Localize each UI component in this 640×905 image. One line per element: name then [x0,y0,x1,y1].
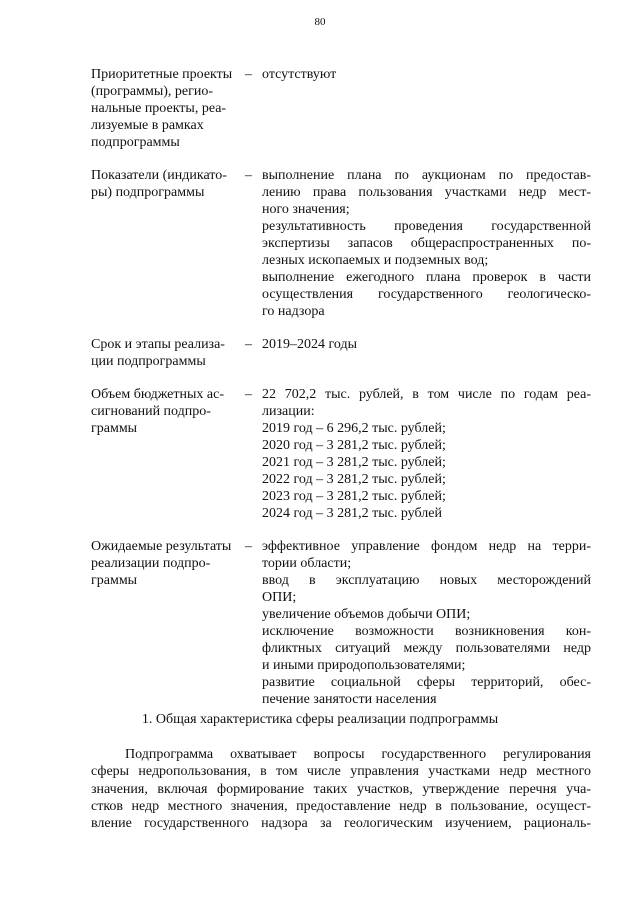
value-line: лению права пользования участками недр мест- [262,185,591,200]
value-line: результативность проведения государственной [262,219,591,234]
section-heading: 1. Общая характеристика сферы реализации подпрограммы [141,712,499,727]
label-line: реализации подпро- [91,556,211,571]
value-line: и иными природопользователями; [262,658,466,673]
value-line: увеличение объемов добычи ОПИ; [262,607,471,622]
label-line: подпрограммы [91,135,180,150]
paragraph-line: значения, включая формирование таких участков, утверждение перечня уча- [91,781,591,797]
label-line: Приоритетные проекты [91,67,233,82]
passport-row-label [91,66,245,151]
label-line: нальные проекты, реа- [91,101,227,116]
value-line: 2022 год – 3 281,2 тыс. рублей; [262,472,446,487]
label-line: лизуемые в рамках [91,118,204,133]
passport-row-label [91,538,245,589]
label-line: Ожидаемые результаты [91,539,232,554]
paragraph-line: сферы недропользования, в том числе управления участками недр местного [91,764,591,780]
value-line: фликтных ситуаций между пользователями недр [262,641,591,656]
value-line: 2020 год – 3 281,2 тыс. рублей; [262,438,446,453]
label-line: ции подпрограммы [91,354,206,369]
label-line: Объем бюджетных ас- [91,387,224,402]
body-paragraph [91,746,591,832]
row-dash: – [245,168,252,183]
value-line: лезных ископаемых и подземных вод; [262,253,489,268]
paragraph-line: стков недр местного значения, предоставление недр в пользование, осущест- [91,798,591,814]
passport-row-value [262,66,591,83]
label-line: граммы [91,573,138,588]
passport-row-value [262,386,591,522]
value-line: исключение возможности возникновения кон- [262,624,591,639]
value-line: лизации: [262,404,315,419]
label-line: Срок и этапы реализа- [91,337,225,352]
passport-row-value [262,538,591,708]
value-line: ного значения; [262,202,350,217]
label-line: Показатели (индикато- [91,168,227,183]
value-line: ввод в эксплуатацию новых месторождений [262,573,591,588]
value-line: экспертизы запасов общераспространенных по- [262,236,591,251]
label-line: сигнований подпро- [91,404,211,419]
passport-row-label [91,167,245,201]
value-line: отсутствуют [262,67,337,82]
value-line: 2019–2024 годы [262,337,358,352]
passport-row-value [262,167,591,320]
row-dash: – [245,387,252,402]
passport-row-priority-projects [91,66,591,151]
value-line: 2024 год – 3 281,2 тыс. рублей [262,506,442,521]
value-line: эффективное управление фондом недр на терри- [262,539,591,554]
passport-row-label [91,386,245,437]
value-line: ОПИ; [262,590,297,605]
value-line: го надзора [262,304,325,319]
passport-row-indicators [91,167,591,320]
value-line: осуществления государственного геологическо- [262,287,591,302]
value-line: выполнение ежегодного плана проверок в части [262,270,591,285]
row-dash: – [245,67,252,82]
passport-row-budget [91,386,591,522]
value-line: печение занятости населения [262,692,437,707]
value-line: 2019 год – 6 296,2 тыс. рублей; [262,421,446,436]
label-line: (программы), регио- [91,84,214,99]
value-line: 2023 год – 3 281,2 тыс. рублей; [262,489,446,504]
label-line: ры) подпрограммы [91,185,205,200]
value-line: 2021 год – 3 281,2 тыс. рублей; [262,455,446,470]
value-line: 22 702,2 тыс. рублей, в том числе по годам реа- [262,387,591,402]
row-dash: – [245,539,252,554]
subprogram-passport-table [91,66,591,708]
label-line: граммы [91,421,138,436]
value-line: тории области; [262,556,352,571]
row-dash: – [245,337,252,352]
value-line: развитие социальной сферы территорий, обес- [262,675,591,690]
page-number: 80 [314,16,326,28]
passport-row-value [262,336,591,353]
passport-row-label [91,336,245,370]
value-line: выполнение плана по аукционам по предостав- [262,168,591,183]
paragraph-line: вление государственного надзора за геологическим изучением, рациональ- [91,816,591,832]
passport-row-expected-results [91,538,591,708]
passport-row-timeline [91,336,591,370]
paragraph-line: Подпрограмма охватывает вопросы государственного регулирования [125,747,591,762]
